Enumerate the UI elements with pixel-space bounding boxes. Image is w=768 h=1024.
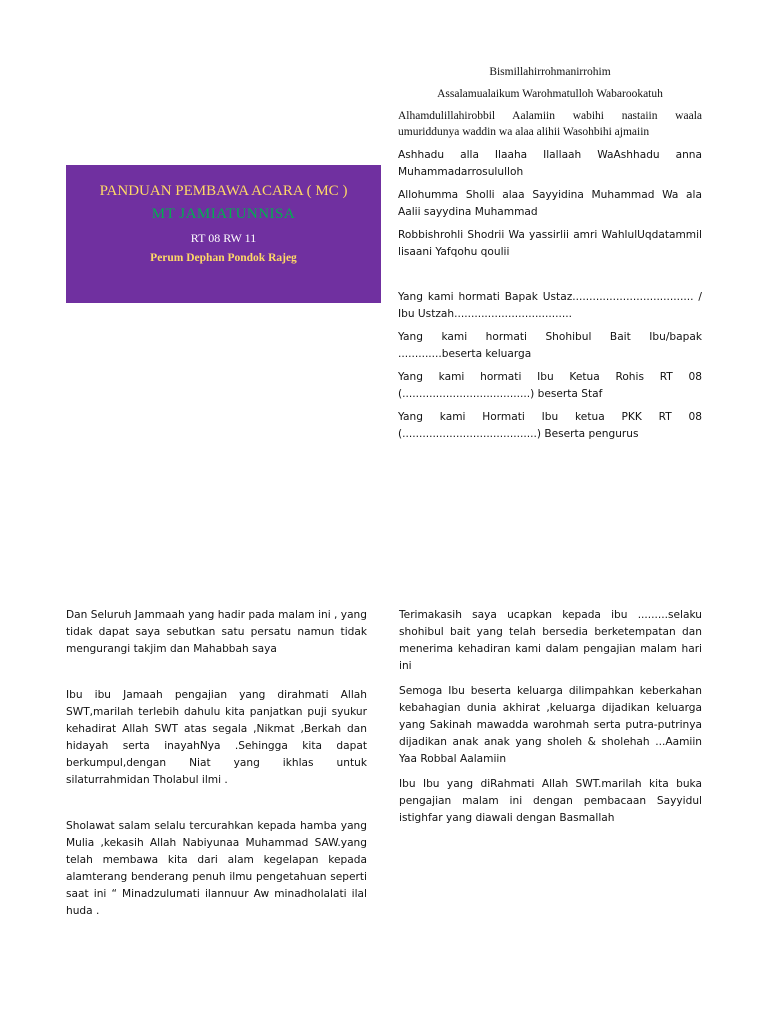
paragraph-doa-keluarga: Semoga Ibu beserta keluarga dilimpahkan keberkahan kebahagian dunia akhirat ,keluarga dijadikan keluarga yang Sakinah mawadda warohmah serta putra-putrinya dijadikan anak anak yang sholeh & sholehah ...Aamiin Yaa Robbal Aalamiin (399, 685, 702, 765)
hormat-ketua-pkk: Yang kami Hormati Ibu ketua PKK RT 08 (........................................) Beserta pengurus (398, 411, 702, 440)
cover-box (66, 165, 381, 303)
cover-address: Perum Dephan Pondok Rajeg (150, 252, 297, 264)
paragraph-terimakasih: Terimakasih saya ucapkan kepada ibu .........selaku shohibul bait yang telah bersedia berketempatan dan menerima kehadiran kami dalam pengajian malam hari ini (399, 609, 702, 672)
doa: Robbishrohli Shodrii Wa yassirlii amri WahlulUqdatammil lisaani Yafqohu qoulii (398, 229, 702, 258)
paragraph-pembukaan: Ibu Ibu yang diRahmati Allah SWT.marilah kita buka pengajian malam ini dengan pembacaan Sayyidul istighfar yang diawali dengan Basmallah (399, 778, 702, 824)
paragraph-puji-syukur: Ibu ibu Jamaah pengajian yang dirahmati Allah SWT,marilah terlebih dahulu kita panjatkan puji syukur kehadirat Allah SWT atas segala ,Nikmat ,Berkah dan hidayah serta inayahNya .Sehingga kita dapat berkumpul,dengan Niat yang ikhlas untuk silaturrahmidan Tholabul ilmi . (66, 689, 367, 786)
cover-title: PANDUAN PEMBAWA ACARA ( MC ) (99, 183, 348, 199)
salam: Assalamualaikum Warohmatulloh Wabarookatuh (437, 88, 663, 100)
hamdalah: Alhamdulillahirobbil Aalamiin wabihi nastaiin waala umuriddunya waddin wa alaa alihii Wasohbihi ajmaiin (398, 110, 702, 138)
right-top-column (398, 64, 702, 443)
left-bottom-column (66, 607, 367, 920)
paragraph-sholawat: Sholawat salam selalu tercurahkan kepada hamba yang Mulia ,kekasih Allah Nabiyunaa Muhammad SAW.yang telah membawa kita dari alam kegelapan kepada alamterang benderang penuh ilmu pengetahuan seperti saat ini “ Minadzulumati ilannuur Aw minadholalati ilal huda . (66, 820, 367, 917)
cover-rtrw: RT 08 RW 11 (190, 231, 257, 245)
hormat-ustaz: Yang kami hormati Bapak Ustaz.................................... / Ibu Ustzah................................... (398, 291, 702, 320)
cover-org: MT JAMIATUNNISA (151, 206, 296, 222)
syahadat: Ashhadu alla Ilaaha Ilallaah WaAshhadu anna Muhammadarrosululloh (398, 149, 702, 178)
sholawat: Allohumma Sholli alaa Sayyidina Muhammad Wa ala Aalii sayydina Muhammad (398, 189, 702, 218)
paragraph-jamaah: Dan Seluruh Jammaah yang hadir pada malam ini , yang tidak dapat saya sebutkan satu persatu namun tidak mengurangi takjim dan Mahabbah saya (66, 609, 367, 655)
hormat-shohibul-bait: Yang kami hormati Shohibul Bait Ibu/bapak .............beserta keluarga (398, 331, 702, 360)
hormat-ketua-rohis: Yang kami hormati Ibu Ketua Rohis RT 08 (......................................) beserta Staf (398, 371, 702, 400)
right-bottom-column (399, 607, 702, 827)
basmalah: Bismillahirrohmanirrohim (489, 66, 611, 78)
